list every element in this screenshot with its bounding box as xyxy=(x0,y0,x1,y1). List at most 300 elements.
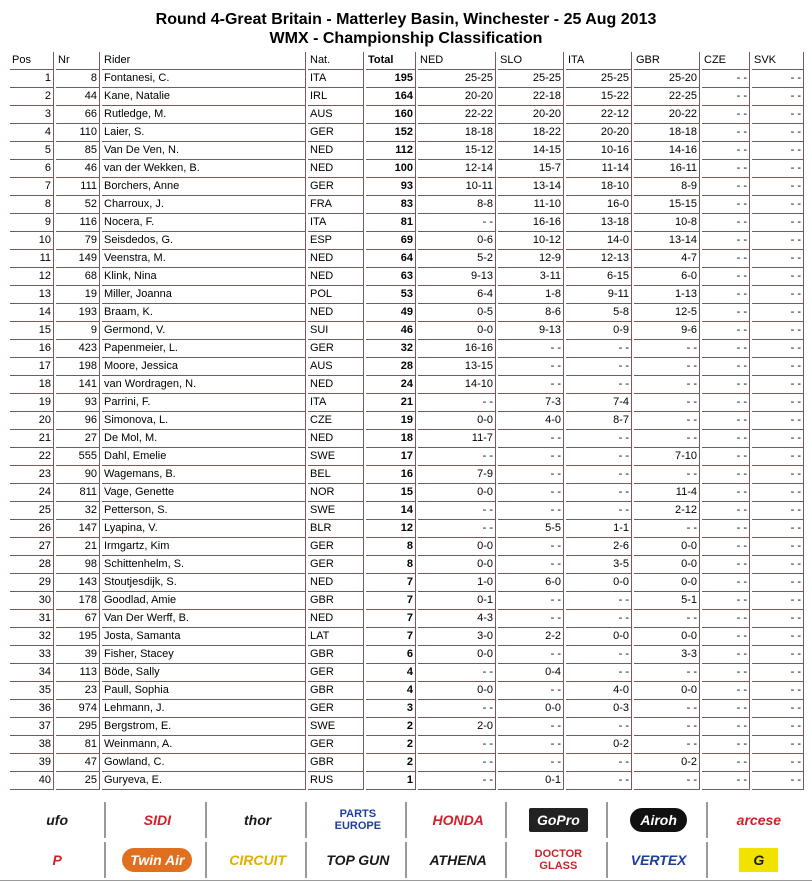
cell-slo: - - xyxy=(498,718,564,736)
cell-slo: 0-4 xyxy=(498,664,564,682)
cell-nat: GER xyxy=(308,538,364,556)
cell-nr: 27 xyxy=(56,430,100,448)
cell-nr: 193 xyxy=(56,304,100,322)
cell-nr: 555 xyxy=(56,448,100,466)
cell-gbr: 6-0 xyxy=(634,268,700,286)
cell-slo: - - xyxy=(498,340,564,358)
cell-total: 63 xyxy=(366,268,416,286)
cell-nat: ITA xyxy=(308,214,364,232)
cell-rider: Weinmann, A. xyxy=(102,736,306,754)
sidi-logo-icon: SIDI xyxy=(143,812,171,828)
cell-svk: - - xyxy=(752,250,804,268)
cell-slo: 9-13 xyxy=(498,322,564,340)
cell-cze: - - xyxy=(702,70,750,88)
cell-svk: - - xyxy=(752,772,804,790)
cell-nr: 39 xyxy=(56,646,100,664)
cell-rider: Papenmeier, L. xyxy=(102,340,306,358)
col-header-nr: Nr xyxy=(56,52,100,70)
cell-cze: - - xyxy=(702,520,750,538)
cell-gbr: 7-10 xyxy=(634,448,700,466)
cell-ita: - - xyxy=(566,340,632,358)
twin-air-logo-icon: Twin Air xyxy=(122,848,192,872)
cell-rider: Kane, Natalie xyxy=(102,88,306,106)
cell-nat: IRL xyxy=(308,88,364,106)
cell-ita: 8-7 xyxy=(566,412,632,430)
cell-slo: 0-0 xyxy=(498,700,564,718)
cell-pos: 35 xyxy=(10,682,54,700)
cell-nr: 81 xyxy=(56,736,100,754)
cell-svk: - - xyxy=(752,376,804,394)
cell-pos: 22 xyxy=(10,448,54,466)
cell-ita: 10-16 xyxy=(566,142,632,160)
cell-gbr: - - xyxy=(634,466,700,484)
cell-nat: NED xyxy=(308,304,364,322)
cell-rider: Simonova, L. xyxy=(102,412,306,430)
cell-pos: 10 xyxy=(10,232,54,250)
cell-pos: 16 xyxy=(10,340,54,358)
cell-svk: - - xyxy=(752,520,804,538)
cell-ned: 18-18 xyxy=(418,124,496,142)
table-row xyxy=(10,448,804,466)
cell-cze: - - xyxy=(702,484,750,502)
cell-gbr: 12-5 xyxy=(634,304,700,322)
cell-slo: 3-11 xyxy=(498,268,564,286)
cell-svk: - - xyxy=(752,682,804,700)
cell-ned: - - xyxy=(418,214,496,232)
cell-ita: - - xyxy=(566,484,632,502)
table-row xyxy=(10,106,804,124)
cell-gbr: 0-0 xyxy=(634,628,700,646)
cell-gbr: - - xyxy=(634,412,700,430)
cell-pos: 27 xyxy=(10,538,54,556)
cell-ita: 6-15 xyxy=(566,268,632,286)
cell-nr: 149 xyxy=(56,250,100,268)
table-row xyxy=(10,574,804,592)
cell-nat: LAT xyxy=(308,628,364,646)
cell-total: 12 xyxy=(366,520,416,538)
cell-slo: 11-10 xyxy=(498,196,564,214)
table-row xyxy=(10,430,804,448)
cell-ned: 11-7 xyxy=(418,430,496,448)
cell-ita: 25-25 xyxy=(566,70,632,88)
cell-total: 21 xyxy=(366,394,416,412)
cell-slo: - - xyxy=(498,610,564,628)
cell-nr: 141 xyxy=(56,376,100,394)
cell-pos: 19 xyxy=(10,394,54,412)
cell-ita: 13-18 xyxy=(566,214,632,232)
cell-rider: Lehmann, J. xyxy=(102,700,306,718)
cell-gbr: - - xyxy=(634,394,700,412)
page-title: Round 4-Great Britain - Matterley Basin, Winchester - 25 Aug 2013 xyxy=(155,11,657,28)
cell-nr: 116 xyxy=(56,214,100,232)
cell-svk: - - xyxy=(752,430,804,448)
cell-nr: 111 xyxy=(56,178,100,196)
cell-gbr: - - xyxy=(634,772,700,790)
cell-nr: 23 xyxy=(56,682,100,700)
cell-gbr: 13-14 xyxy=(634,232,700,250)
table-row xyxy=(10,70,804,88)
cell-pos: 24 xyxy=(10,484,54,502)
cell-total: 93 xyxy=(366,178,416,196)
sponsor-logo-arcese xyxy=(712,802,806,838)
cell-cze: - - xyxy=(702,196,750,214)
cell-total: 3 xyxy=(366,700,416,718)
table-row xyxy=(10,340,804,358)
cell-cze: - - xyxy=(702,466,750,484)
doctor-glass-logo-icon: DOCTOR GLASS xyxy=(534,848,583,872)
cell-ita: 0-0 xyxy=(566,628,632,646)
cell-nr: 295 xyxy=(56,718,100,736)
cell-rider: Germond, V. xyxy=(102,322,306,340)
table-row xyxy=(10,214,804,232)
cell-total: 14 xyxy=(366,502,416,520)
sponsor-logo-ufo xyxy=(10,802,106,838)
cell-ned: 0-1 xyxy=(418,592,496,610)
cell-rider: Schittenhelm, S. xyxy=(102,556,306,574)
cell-cze: - - xyxy=(702,106,750,124)
cell-svk: - - xyxy=(752,412,804,430)
cell-svk: - - xyxy=(752,286,804,304)
cell-slo: - - xyxy=(498,448,564,466)
cell-slo: - - xyxy=(498,502,564,520)
cell-rider: Parrini, F. xyxy=(102,394,306,412)
cell-nr: 32 xyxy=(56,502,100,520)
cell-rider: Dahl, Emelie xyxy=(102,448,306,466)
cell-nr: 93 xyxy=(56,394,100,412)
cell-cze: - - xyxy=(702,628,750,646)
cell-slo: 15-7 xyxy=(498,160,564,178)
cell-pos: 11 xyxy=(10,250,54,268)
cell-cze: - - xyxy=(702,592,750,610)
cell-pos: 28 xyxy=(10,556,54,574)
cell-nat: GER xyxy=(308,700,364,718)
cell-nat: NOR xyxy=(308,484,364,502)
cell-nat: GBR xyxy=(308,754,364,772)
sponsor-logo-circuit xyxy=(211,842,307,878)
cell-cze: - - xyxy=(702,664,750,682)
cell-total: 160 xyxy=(366,106,416,124)
cell-rider: Vage, Genette xyxy=(102,484,306,502)
cell-svk: - - xyxy=(752,538,804,556)
airoh-logo-icon: Airoh xyxy=(630,808,687,832)
cell-ned: 0-5 xyxy=(418,304,496,322)
arcese-logo-icon: arcese xyxy=(736,812,782,828)
cell-cze: - - xyxy=(702,700,750,718)
cell-cze: - - xyxy=(702,736,750,754)
cell-rider: Paull, Sophia xyxy=(102,682,306,700)
table-row xyxy=(10,196,804,214)
cell-nat: GER xyxy=(308,736,364,754)
cell-pos: 12 xyxy=(10,268,54,286)
sponsor-logo-doctor-glass xyxy=(511,842,607,878)
cell-nat: NED xyxy=(308,376,364,394)
cell-nat: ESP xyxy=(308,232,364,250)
cell-ita: 18-10 xyxy=(566,178,632,196)
cell-svk: - - xyxy=(752,610,804,628)
cell-ned: 0-0 xyxy=(418,682,496,700)
cell-pos: 4 xyxy=(10,124,54,142)
parts-europe-logo-icon: PARTS EUROPE xyxy=(334,808,382,832)
cell-cze: - - xyxy=(702,250,750,268)
cell-nr: 19 xyxy=(56,286,100,304)
cell-ned: - - xyxy=(418,394,496,412)
cell-pos: 6 xyxy=(10,160,54,178)
table-row xyxy=(10,484,804,502)
table-row xyxy=(10,682,804,700)
cell-svk: - - xyxy=(752,700,804,718)
cell-ned: 20-20 xyxy=(418,88,496,106)
cell-nr: 67 xyxy=(56,610,100,628)
cell-gbr: 9-6 xyxy=(634,322,700,340)
cell-gbr: 16-11 xyxy=(634,160,700,178)
cell-nr: 90 xyxy=(56,466,100,484)
cell-ita: 20-20 xyxy=(566,124,632,142)
cell-total: 17 xyxy=(366,448,416,466)
sponsor-logo-thor xyxy=(211,802,307,838)
cell-ned: 4-3 xyxy=(418,610,496,628)
cell-ned: 12-14 xyxy=(418,160,496,178)
cell-ita: - - xyxy=(566,376,632,394)
cell-gbr: 0-0 xyxy=(634,556,700,574)
cell-nr: 46 xyxy=(56,160,100,178)
cell-total: 8 xyxy=(366,538,416,556)
cell-gbr: - - xyxy=(634,376,700,394)
col-header-ned: NED xyxy=(418,52,496,70)
col-header-pos: Pos xyxy=(10,52,54,70)
cell-svk: - - xyxy=(752,502,804,520)
honda-logo-icon: HONDA xyxy=(432,812,484,828)
cell-pos: 20 xyxy=(10,412,54,430)
cell-ned: 5-2 xyxy=(418,250,496,268)
cell-ned: 13-15 xyxy=(418,358,496,376)
cell-pos: 15 xyxy=(10,322,54,340)
cell-nr: 8 xyxy=(56,70,100,88)
cell-pos: 32 xyxy=(10,628,54,646)
cell-gbr: - - xyxy=(634,340,700,358)
cell-total: 4 xyxy=(366,664,416,682)
cell-svk: - - xyxy=(752,484,804,502)
table-row xyxy=(10,538,804,556)
cell-rider: Laier, S. xyxy=(102,124,306,142)
table-row xyxy=(10,610,804,628)
cell-pos: 30 xyxy=(10,592,54,610)
cell-slo: - - xyxy=(498,592,564,610)
table-row xyxy=(10,520,804,538)
cell-gbr: - - xyxy=(634,700,700,718)
cell-svk: - - xyxy=(752,322,804,340)
cell-ita: - - xyxy=(566,664,632,682)
cell-cze: - - xyxy=(702,268,750,286)
vertex-logo-icon: VERTEX xyxy=(630,852,687,868)
cell-nr: 143 xyxy=(56,574,100,592)
cell-ita: 11-14 xyxy=(566,160,632,178)
cell-svk: - - xyxy=(752,196,804,214)
cell-cze: - - xyxy=(702,232,750,250)
cell-nat: GER xyxy=(308,178,364,196)
cell-pos: 29 xyxy=(10,574,54,592)
cell-slo: 4-0 xyxy=(498,412,564,430)
cell-total: 195 xyxy=(366,70,416,88)
cell-pos: 26 xyxy=(10,520,54,538)
cell-ned: 22-22 xyxy=(418,106,496,124)
cell-pos: 14 xyxy=(10,304,54,322)
cell-svk: - - xyxy=(752,628,804,646)
cell-slo: 22-18 xyxy=(498,88,564,106)
cell-ita: 22-12 xyxy=(566,106,632,124)
cell-rider: Wagemans, B. xyxy=(102,466,306,484)
table-row xyxy=(10,286,804,304)
cell-gbr: 4-7 xyxy=(634,250,700,268)
cell-pos: 17 xyxy=(10,358,54,376)
cell-ned: 0-0 xyxy=(418,484,496,502)
cell-nat: GER xyxy=(308,556,364,574)
table-row xyxy=(10,250,804,268)
cell-ned: - - xyxy=(418,736,496,754)
cell-ita: 16-0 xyxy=(566,196,632,214)
cell-ned: 15-12 xyxy=(418,142,496,160)
col-header-cze: CZE xyxy=(702,52,750,70)
table-row xyxy=(10,718,804,736)
table-row xyxy=(10,376,804,394)
cell-nr: 96 xyxy=(56,412,100,430)
cell-slo: 2-2 xyxy=(498,628,564,646)
cell-slo: - - xyxy=(498,646,564,664)
cell-rider: Irmgartz, Kim xyxy=(102,538,306,556)
cell-rider: Veenstra, M. xyxy=(102,250,306,268)
cell-cze: - - xyxy=(702,358,750,376)
cell-gbr: 1-13 xyxy=(634,286,700,304)
cell-pos: 8 xyxy=(10,196,54,214)
cell-ita: 14-0 xyxy=(566,232,632,250)
cell-nat: NED xyxy=(308,250,364,268)
cell-total: 2 xyxy=(366,754,416,772)
cell-rider: Goodlad, Amie xyxy=(102,592,306,610)
cell-total: 6 xyxy=(366,646,416,664)
cell-total: 4 xyxy=(366,682,416,700)
cell-slo: 0-1 xyxy=(498,772,564,790)
cell-ned: 3-0 xyxy=(418,628,496,646)
cell-total: 7 xyxy=(366,628,416,646)
cell-cze: - - xyxy=(702,682,750,700)
sponsor-logo-top-gun xyxy=(311,842,407,878)
cell-svk: - - xyxy=(752,70,804,88)
cell-nr: 113 xyxy=(56,664,100,682)
cell-pos: 34 xyxy=(10,664,54,682)
cell-gbr: - - xyxy=(634,610,700,628)
cell-total: 32 xyxy=(366,340,416,358)
cell-ita: - - xyxy=(566,448,632,466)
cell-nat: POL xyxy=(308,286,364,304)
cell-nat: NED xyxy=(308,610,364,628)
cell-nr: 85 xyxy=(56,142,100,160)
cell-ita: 15-22 xyxy=(566,88,632,106)
cell-pos: 3 xyxy=(10,106,54,124)
cell-cze: - - xyxy=(702,646,750,664)
cell-slo: 6-0 xyxy=(498,574,564,592)
cell-cze: - - xyxy=(702,430,750,448)
cell-svk: - - xyxy=(752,646,804,664)
cell-nr: 198 xyxy=(56,358,100,376)
cell-ita: - - xyxy=(566,358,632,376)
cell-svk: - - xyxy=(752,214,804,232)
cell-ned: 0-0 xyxy=(418,412,496,430)
cell-ned: 9-13 xyxy=(418,268,496,286)
cell-ned: - - xyxy=(418,520,496,538)
cell-gbr: 0-0 xyxy=(634,538,700,556)
cell-nat: AUS xyxy=(308,358,364,376)
cell-slo: 16-16 xyxy=(498,214,564,232)
thor-logo-icon: thor xyxy=(244,812,272,828)
cell-total: 15 xyxy=(366,484,416,502)
cell-slo: 14-15 xyxy=(498,142,564,160)
cell-nat: NED xyxy=(308,160,364,178)
cell-nat: NED xyxy=(308,430,364,448)
cell-total: 1 xyxy=(366,772,416,790)
cell-cze: - - xyxy=(702,178,750,196)
cell-gbr: 0-0 xyxy=(634,574,700,592)
cell-rider: van Wordragen, N. xyxy=(102,376,306,394)
cell-cze: - - xyxy=(702,286,750,304)
cell-slo: - - xyxy=(498,466,564,484)
cell-gbr: 25-20 xyxy=(634,70,700,88)
cell-slo: - - xyxy=(498,484,564,502)
table-row xyxy=(10,88,804,106)
table-row xyxy=(10,358,804,376)
progrip-logo-icon: P xyxy=(52,852,62,868)
cell-gbr: 15-15 xyxy=(634,196,700,214)
table-row xyxy=(10,646,804,664)
cell-cze: - - xyxy=(702,412,750,430)
cell-slo: 13-14 xyxy=(498,178,564,196)
cell-svk: - - xyxy=(752,106,804,124)
cell-ita: 0-3 xyxy=(566,700,632,718)
cell-total: 112 xyxy=(366,142,416,160)
cell-cze: - - xyxy=(702,448,750,466)
cell-cze: - - xyxy=(702,124,750,142)
cell-nr: 98 xyxy=(56,556,100,574)
cell-ita: - - xyxy=(566,610,632,628)
sponsor-logo-athena xyxy=(411,842,507,878)
cell-rider: De Mol, M. xyxy=(102,430,306,448)
cell-ita: 12-13 xyxy=(566,250,632,268)
table-row xyxy=(10,304,804,322)
athena-logo-icon: ATHENA xyxy=(429,852,487,868)
top-gun-logo-icon: TOP GUN xyxy=(326,852,390,868)
sponsor-logo-parts-europe xyxy=(311,802,407,838)
cell-slo: - - xyxy=(498,556,564,574)
page-subtitle: WMX - Championship Classification xyxy=(269,30,543,47)
cell-total: 24 xyxy=(366,376,416,394)
cell-pos: 25 xyxy=(10,502,54,520)
cell-svk: - - xyxy=(752,736,804,754)
cell-ned: - - xyxy=(418,502,496,520)
cell-svk: - - xyxy=(752,88,804,106)
cell-gbr: 2-12 xyxy=(634,502,700,520)
cell-pos: 33 xyxy=(10,646,54,664)
cell-nat: GBR xyxy=(308,646,364,664)
cell-gbr: 14-16 xyxy=(634,142,700,160)
cell-nat: BLR xyxy=(308,520,364,538)
cell-nr: 21 xyxy=(56,538,100,556)
cell-pos: 37 xyxy=(10,718,54,736)
cell-cze: - - xyxy=(702,754,750,772)
cell-gbr: - - xyxy=(634,718,700,736)
cell-total: 64 xyxy=(366,250,416,268)
cell-nat: AUS xyxy=(308,106,364,124)
cell-rider: Josta, Samanta xyxy=(102,628,306,646)
cell-nat: SUI xyxy=(308,322,364,340)
cell-gbr: 0-2 xyxy=(634,754,700,772)
